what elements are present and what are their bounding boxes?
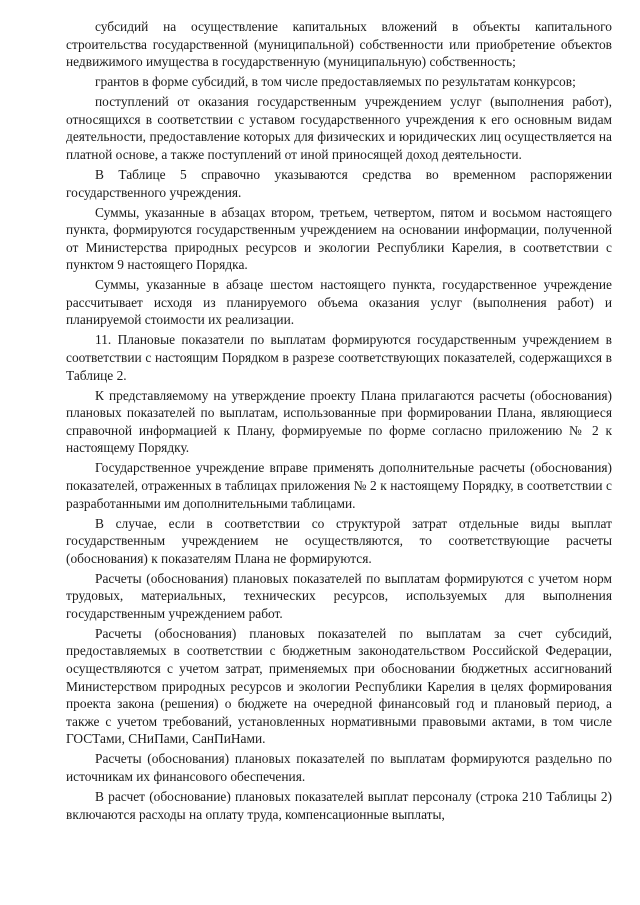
paragraph-3: поступлений от оказания государственным учреждением услуг (выполнения работ), относящихся в соответствии с уставом государственного учреждения к его основным видам деятельности, предоставление которых для физических и юридических лиц осуществляется на платной основе, а также поступлений от иной приносящей доход деятельности. [66, 94, 612, 162]
paragraph-5: Суммы, указанные в абзацах втором, третьем, четвертом, пятом и восьмом настоящего пункта, формируются государственным учреждением на основании информации, полученной от Министерства природных ресурсов и экологии Республики Карелия, в соответствии с пунктом 9 настоящего Порядка. [66, 204, 612, 273]
paragraph-8: К представляемому на утверждение проекту Плана прилагаются расчеты (обоснования) плановых показателей по выплатам, использованные при формировании Плана, являющиеся справочной информацией к Плану, формируемые по форме согласно приложению № 2 к настоящему Порядку. [66, 387, 612, 456]
paragraph-1: субсидий на осуществление капитальных вложений в объекты капитального строительства государственной (муниципальной) собственности или приобретение объектов недвижимого имущества в государственную (муниципальную) собственность; [66, 19, 612, 70]
paragraph-6: Суммы, указанные в абзаце шестом настоящего пункта, государственное учреждение рассчитывает исходя из планируемого объема оказания услуг (выполнения работ) и планируемой стоимости их реализации. [66, 277, 612, 328]
paragraph-9: Государственное учреждение вправе применять дополнительные расчеты (обоснования) показателей, отраженных в таблицах приложения № 2 к настоящему Порядку, в соответствии с разработанными им дополнительными таблицами. [66, 460, 612, 511]
paragraph-11: Расчеты (обоснования) плановых показателей по выплатам формируются с учетом норм трудовых, материальных, технических ресурсов, используемых для выполнения государственным учреждением работ. [66, 570, 612, 621]
paragraph-14: В расчет (обоснование) плановых показателей выплат персоналу (строка 210 Таблицы 2) включаются расходы на оплату труда, компенсационные выплаты, [66, 789, 612, 822]
paragraph-7: 11. Плановые показатели по выплатам формируются государственным учреждением в соответствии с настоящим Порядком в разрезе соответствующих показателей, содержащихся в Таблице 2. [66, 332, 612, 383]
paragraph-4: В Таблице 5 справочно указываются средства во временном распоряжении государственного учреждения. [66, 166, 612, 200]
paragraph-12: Расчеты (обоснования) плановых показателей по выплатам за счет субсидий, предоставляемых в соответствии с бюджетным законодательством Российской Федерации, осуществляются с учетом затрат, применяемых при обосновании бюджетных ассигнований Министерством природных ресурсов и экологии Республики Карелия в целях формирования проекта закона (решения) о бюджете на очередной финансовый год и плановый период, а также с учетом требований, установленных нормативными правовыми актами, в том числе ГОСТами, СНиПами, СанПиНами. [66, 625, 612, 747]
paragraph-2: грантов в форме субсидий, в том числе предоставляемых по результатам конкурсов; [95, 74, 576, 90]
paragraph-10: В случае, если в соответствии со структурой затрат отдельные виды выплат государственным учреждением не осуществляются, то соответствующие расчеты (обоснования) к показателям Плана не формируются. [66, 515, 612, 566]
paragraph-13: Расчеты (обоснования) плановых показателей по выплатам формируются раздельно по источникам их финансового обеспечения. [66, 751, 612, 785]
